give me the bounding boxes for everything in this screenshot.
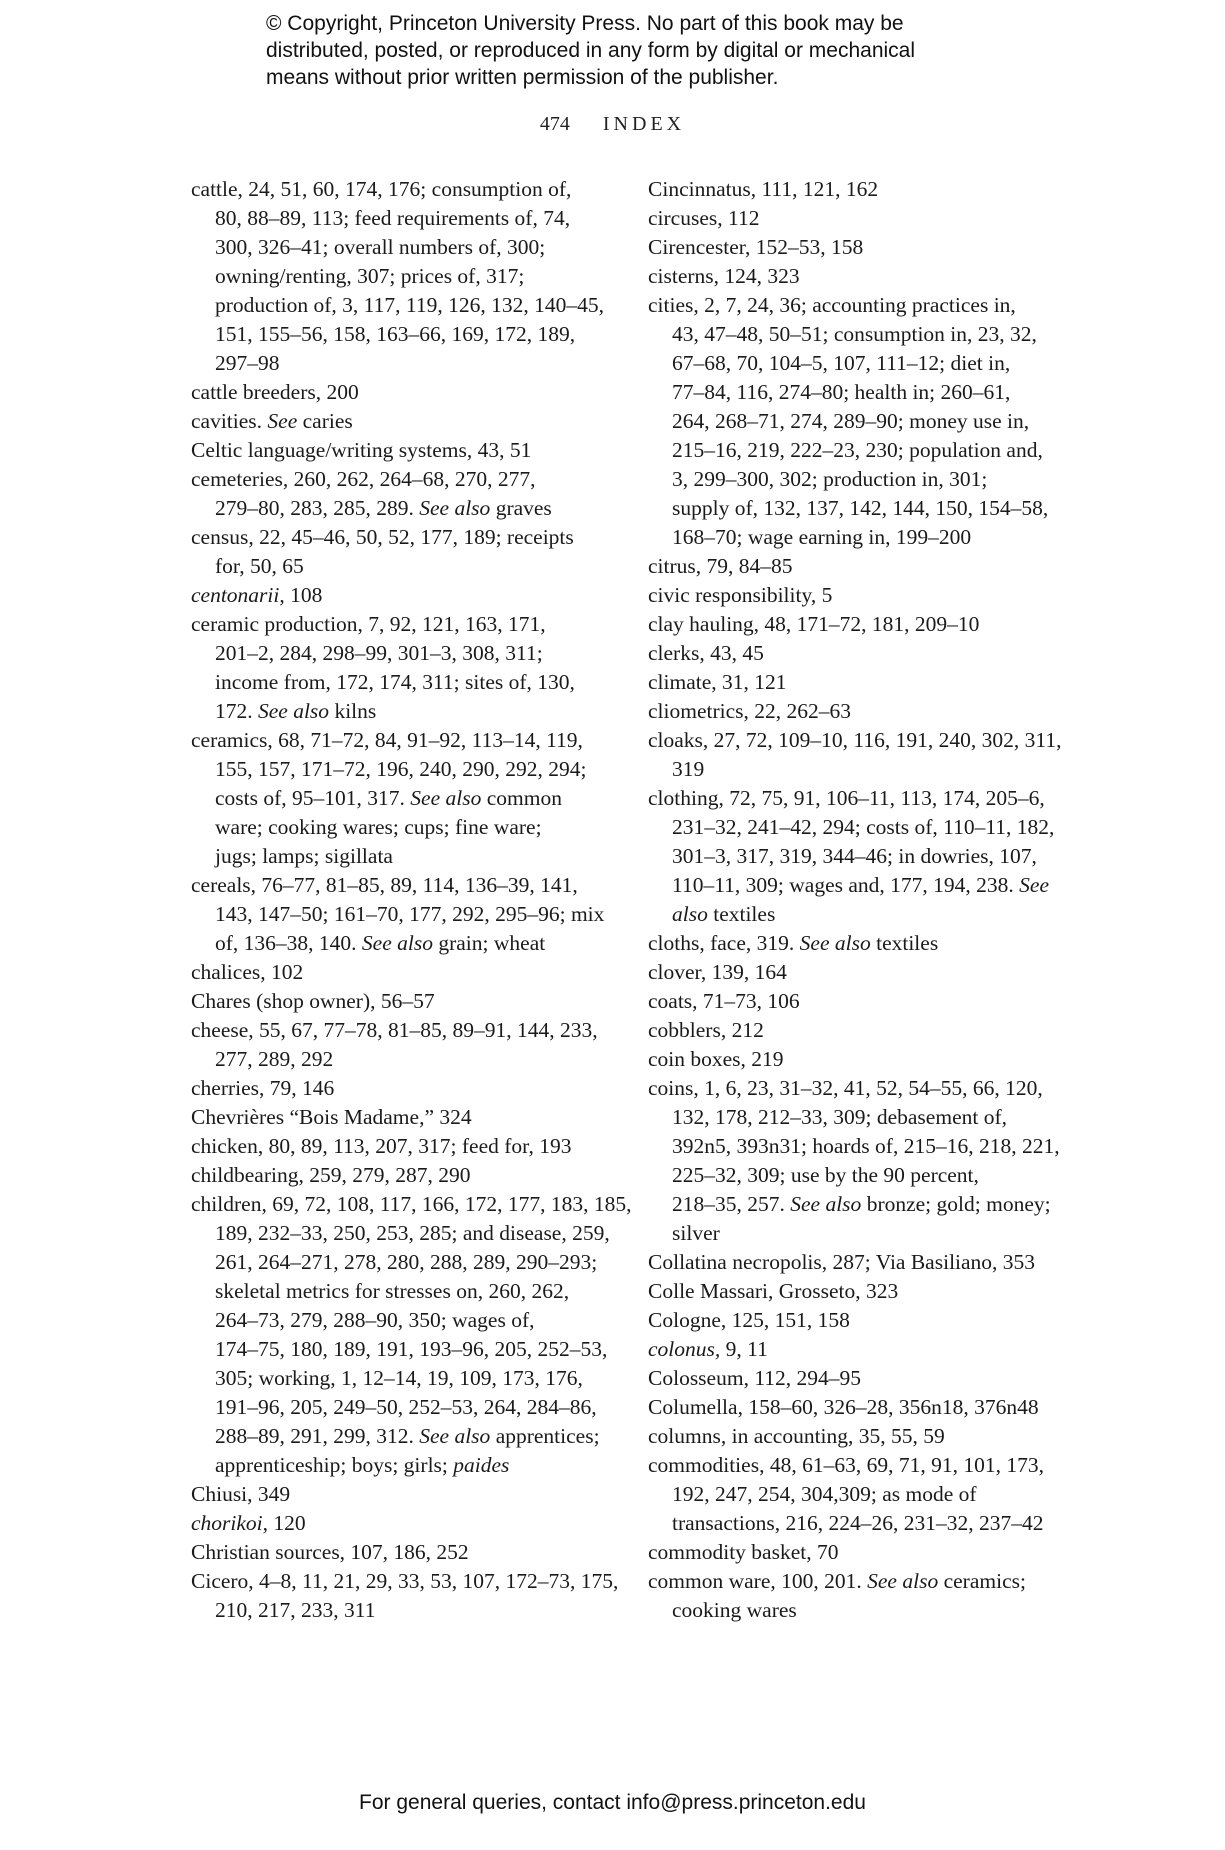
copyright-line-1: © Copyright, Princeton University Press. No part of this book may be [266, 12, 904, 35]
index-entry [648, 1393, 1078, 1422]
index-entry-continuation-line: 392n5, 393n31; hoards of, 215–16, 218, 221, [672, 1134, 1060, 1158]
index-entry [648, 262, 1078, 291]
copyright-line-3: means without prior written permission of the publisher. [266, 66, 779, 89]
index-entry-continuation-line: 172. See also kilns [215, 699, 377, 723]
index-entry-headword-line: civic responsibility, 5 [648, 583, 833, 607]
copyright-notice [266, 10, 1026, 91]
index-entry-continuation-line: 110–11, 309; wages and, 177, 194, 238. See [672, 873, 1049, 897]
index-entry [648, 929, 1078, 958]
index-entry-continuation-line: 261, 264–271, 278, 280, 288, 289, 290–293; [215, 1250, 598, 1274]
index-entry [648, 958, 1078, 987]
index-entry [191, 581, 621, 610]
index-entry-headword-line: ceramic production, 7, 92, 121, 163, 171, [191, 612, 546, 636]
index-entry [648, 1248, 1078, 1277]
index-entry-continuation-line: ware; cooking wares; cups; fine ware; [215, 815, 542, 839]
index-entry-continuation-line: transactions, 216, 224–26, 231–32, 237–42 [672, 1511, 1044, 1535]
index-entry [191, 958, 621, 987]
index-entry-continuation-line: 225–32, 309; use by the 90 percent, [672, 1163, 979, 1187]
index-entry-headword-line: clay hauling, 48, 171–72, 181, 209–10 [648, 612, 980, 636]
index-entry-headword-line: cereals, 76–77, 81–85, 89, 114, 136–39, 141, [191, 873, 578, 897]
index-entry-headword-line: Chevrières “Bois Madame,” 324 [191, 1105, 472, 1129]
index-entry-headword-line: circuses, 112 [648, 206, 760, 230]
index-entry [191, 1103, 621, 1132]
index-entry-headword-line: cliometrics, 22, 262–63 [648, 699, 852, 723]
index-entry-continuation-line: jugs; lamps; sigillata [215, 844, 393, 868]
index-entry [191, 1074, 621, 1103]
index-entry-headword-line: Chares (shop owner), 56–57 [191, 989, 435, 1013]
index-entry-headword-line: clover, 139, 164 [648, 960, 787, 984]
index-entry [191, 1132, 621, 1161]
index-entry-continuation-line: 3, 299–300, 302; production in, 301; [672, 467, 988, 491]
index-entry-continuation-line: costs of, 95–101, 317. See also common [215, 786, 562, 810]
index-entry-headword-line: Celtic language/writing systems, 43, 51 [191, 438, 532, 462]
index-entry-headword-line: Columella, 158–60, 326–28, 356n18, 376n48 [648, 1395, 1039, 1419]
index-entry [648, 1277, 1078, 1306]
index-entry-headword-line: chorikoi, 120 [191, 1511, 306, 1535]
index-entry-headword-line: cattle, 24, 51, 60, 174, 176; consumption of, [191, 177, 572, 201]
index-entry-headword-line: childbearing, 259, 279, 287, 290 [191, 1163, 471, 1187]
index-column-left [191, 175, 632, 1625]
index-entry-headword-line: Cincinnatus, 111, 121, 162 [648, 177, 879, 201]
index-entry [648, 175, 1078, 204]
index-entry-continuation-line: 305; working, 1, 12–14, 19, 109, 173, 176, [215, 1366, 583, 1390]
index-entry-continuation-line: cooking wares [672, 1598, 797, 1622]
index-entry-headword-line: cemeteries, 260, 262, 264–68, 270, 277, [191, 467, 536, 491]
index-entry-continuation-line: 189, 232–33, 250, 253, 285; and disease, 259, [215, 1221, 610, 1245]
index-entry-headword-line: columns, in accounting, 35, 55, 59 [648, 1424, 945, 1448]
index-entry-headword-line: coats, 71–73, 106 [648, 989, 800, 1013]
index-entry-headword-line: centonarii, 108 [191, 583, 323, 607]
index-entry [191, 1538, 621, 1567]
index-entry [648, 987, 1078, 1016]
index-entry [648, 1335, 1078, 1364]
index-entry-headword-line: cheese, 55, 67, 77–78, 81–85, 89–91, 144, 233, [191, 1018, 598, 1042]
index-entry [648, 1364, 1078, 1393]
index-entry-headword-line: Collatina necropolis, 287; Via Basiliano, 353 [648, 1250, 1036, 1274]
index-entry [191, 175, 621, 378]
index-entry-headword-line: citrus, 79, 84–85 [648, 554, 793, 578]
index-entry-continuation-line: production of, 3, 117, 119, 126, 132, 140–45, [215, 293, 604, 317]
index-entry [648, 784, 1078, 929]
page-number: 474 [539, 113, 570, 135]
index-entry [648, 1074, 1078, 1248]
index-entry-continuation-line: 80, 88–89, 113; feed requirements of, 74, [215, 206, 571, 230]
index-entry [648, 726, 1078, 784]
index-entry [648, 1538, 1078, 1567]
index-entry [191, 1016, 621, 1074]
index-entry [191, 987, 621, 1016]
index-entry-headword-line: cisterns, 124, 323 [648, 264, 800, 288]
index-entry-continuation-line: for, 50, 65 [215, 554, 304, 578]
index-entry-continuation-line: 191–96, 205, 249–50, 252–53, 264, 284–86, [215, 1395, 597, 1419]
index-entry-headword-line: cities, 2, 7, 24, 36; accounting practices in, [648, 293, 1016, 317]
index-entry-headword-line: chicken, 80, 89, 113, 207, 317; feed for, 193 [191, 1134, 572, 1158]
index-entry-headword-line: cloaks, 27, 72, 109–10, 116, 191, 240, 302, 311, [648, 728, 1062, 752]
index-entry [191, 1567, 621, 1625]
index-entry-continuation-line: of, 136–38, 140. See also grain; wheat [215, 931, 546, 955]
index-entry-headword-line: coin boxes, 219 [648, 1047, 784, 1071]
index-entry-continuation-line: 77–84, 116, 274–80; health in; 260–61, [672, 380, 1011, 404]
index-entry-headword-line: ceramics, 68, 71–72, 84, 91–92, 113–14, 119, [191, 728, 583, 752]
index-entry [648, 233, 1078, 262]
index-entry-continuation-line: 288–89, 291, 299, 312. See also apprentices; [215, 1424, 600, 1448]
index-entry-headword-line: climate, 31, 121 [648, 670, 787, 694]
index-entry [191, 1161, 621, 1190]
index-entry-headword-line: clothing, 72, 75, 91, 106–11, 113, 174, 205–6, [648, 786, 1045, 810]
index-entry [648, 552, 1078, 581]
index-entry-headword-line: Colosseum, 112, 294–95 [648, 1366, 862, 1390]
index-entry [648, 610, 1078, 639]
index-entry-continuation-line: 297–98 [215, 351, 280, 375]
index-entry-headword-line: children, 69, 72, 108, 117, 166, 172, 177, 183, 185, [191, 1192, 632, 1216]
index-entry-continuation-line: apprenticeship; boys; girls; paides [215, 1453, 510, 1477]
index-entry [648, 1422, 1078, 1451]
index-entry [191, 523, 621, 581]
index-entry-headword-line: commodity basket, 70 [648, 1540, 839, 1564]
index-entry-continuation-line: 168–70; wage earning in, 199–200 [672, 525, 972, 549]
index-entry-continuation-line: 43, 47–48, 50–51; consumption in, 23, 32, [672, 322, 1037, 346]
index-entry-headword-line: chalices, 102 [191, 960, 304, 984]
index-entry [648, 668, 1078, 697]
index-entry [648, 1567, 1078, 1625]
index-entry-continuation-line: 201–2, 284, 298–99, 301–3, 308, 311; [215, 641, 543, 665]
index-entry-headword-line: colonus, 9, 11 [648, 1337, 768, 1361]
index-entry-continuation-line: skeletal metrics for stresses on, 260, 262, [215, 1279, 570, 1303]
index-entry-continuation-line: 301–3, 317, 319, 344–46; in dowries, 107, [672, 844, 1037, 868]
index-entry-continuation-line: 192, 247, 254, 304,309; as mode of [672, 1482, 977, 1506]
index-entry-continuation-line: income from, 172, 174, 311; sites of, 130, [215, 670, 575, 694]
index-entry-continuation-line: 210, 217, 233, 311 [215, 1598, 376, 1622]
index-entry [191, 1190, 632, 1480]
index-entry [191, 465, 621, 523]
index-entry-continuation-line: 277, 289, 292 [215, 1047, 334, 1071]
index-entry-continuation-line: owning/renting, 307; prices of, 317; [215, 264, 525, 288]
running-title: INDEX [602, 113, 686, 135]
index-entry-headword-line: Cirencester, 152–53, 158 [648, 235, 864, 259]
index-entry-headword-line: Colle Massari, Grosseto, 323 [648, 1279, 899, 1303]
index-entry-headword-line: Cologne, 125, 151, 158 [648, 1308, 850, 1332]
index-entry-headword-line: Christian sources, 107, 186, 252 [191, 1540, 469, 1564]
running-head [0, 113, 1225, 136]
index-entry-headword-line: census, 22, 45–46, 50, 52, 177, 189; receipts [191, 525, 574, 549]
index-entry [191, 378, 621, 407]
index-entry-continuation-line: 300, 326–41; overall numbers of, 300; [215, 235, 546, 259]
index-entry-continuation-line: 218–35, 257. See also bronze; gold; money; [672, 1192, 1051, 1216]
index-entry [191, 1480, 621, 1509]
index-entry-continuation-line: 264, 268–71, 274, 289–90; money use in, [672, 409, 1030, 433]
index-entry [648, 697, 1078, 726]
index-entry [191, 871, 621, 958]
index-entry [648, 291, 1078, 552]
index-entry-headword-line: clerks, 43, 45 [648, 641, 764, 665]
index-entry-headword-line: coins, 1, 6, 23, 31–32, 41, 52, 54–55, 66, 120, [648, 1076, 1043, 1100]
index-entry [191, 726, 621, 871]
index-entry-headword-line: Cicero, 4–8, 11, 21, 29, 33, 53, 107, 172–73, 175, [191, 1569, 619, 1593]
index-entry [648, 581, 1078, 610]
index-entry-continuation-line: supply of, 132, 137, 142, 144, 150, 154–58, [672, 496, 1049, 520]
index-entry-continuation-line: also textiles [672, 902, 776, 926]
index-entry-headword-line: common ware, 100, 201. See also ceramics; [648, 1569, 1026, 1593]
index-entry [648, 1306, 1078, 1335]
index-entry-continuation-line: 231–32, 241–42, 294; costs of, 110–11, 182, [672, 815, 1055, 839]
index-entry-continuation-line: 264–73, 279, 288–90, 350; wages of, [215, 1308, 535, 1332]
index-entry-continuation-line: 143, 147–50; 161–70, 177, 292, 295–96; mix [215, 902, 605, 926]
index-entry-headword-line: cherries, 79, 146 [191, 1076, 335, 1100]
index-entry-continuation-line: 67–68, 70, 104–5, 107, 111–12; diet in, [672, 351, 1011, 375]
index-entry [191, 1509, 621, 1538]
copyright-line-2: distributed, posted, or reproduced in any form by digital or mechanical [266, 39, 916, 62]
index-entry [191, 610, 621, 726]
index-entry-continuation-line: 155, 157, 171–72, 196, 240, 290, 292, 294; [215, 757, 587, 781]
index-entry-headword-line: cavities. See caries [191, 409, 353, 433]
index-entry-continuation-line: 174–75, 180, 189, 191, 193–96, 205, 252–53, [215, 1337, 608, 1361]
index-entry-headword-line: cloths, face, 319. See also textiles [648, 931, 939, 955]
index-entry [191, 436, 621, 465]
footer-contact: For general queries, contact info@press.princeton.edu [359, 1791, 866, 1814]
index-entry [648, 639, 1078, 668]
index-entry [648, 1045, 1078, 1074]
index-entry-continuation-line: 151, 155–56, 158, 163–66, 169, 172, 189, [215, 322, 576, 346]
index-entry-continuation-line: 279–80, 283, 285, 289. See also graves [215, 496, 552, 520]
index-entry-headword-line: cattle breeders, 200 [191, 380, 359, 404]
index-entry-continuation-line: silver [672, 1221, 720, 1245]
index-entry-continuation-line: 132, 178, 212–33, 309; debasement of, [672, 1105, 1007, 1129]
index-entry-headword-line: Chiusi, 349 [191, 1482, 291, 1506]
index-entry [648, 1451, 1078, 1538]
index-column-right [648, 175, 1078, 1625]
index-entry [191, 407, 621, 436]
index-entry [648, 1016, 1078, 1045]
index-entry-continuation-line: 215–16, 219, 222–23, 230; population and, [672, 438, 1043, 462]
index-entry [648, 204, 1078, 233]
index-entry-continuation-line: 319 [672, 757, 705, 781]
index-entry-headword-line: commodities, 48, 61–63, 69, 71, 91, 101, 173, [648, 1453, 1044, 1477]
index-entry-headword-line: cobblers, 212 [648, 1018, 764, 1042]
